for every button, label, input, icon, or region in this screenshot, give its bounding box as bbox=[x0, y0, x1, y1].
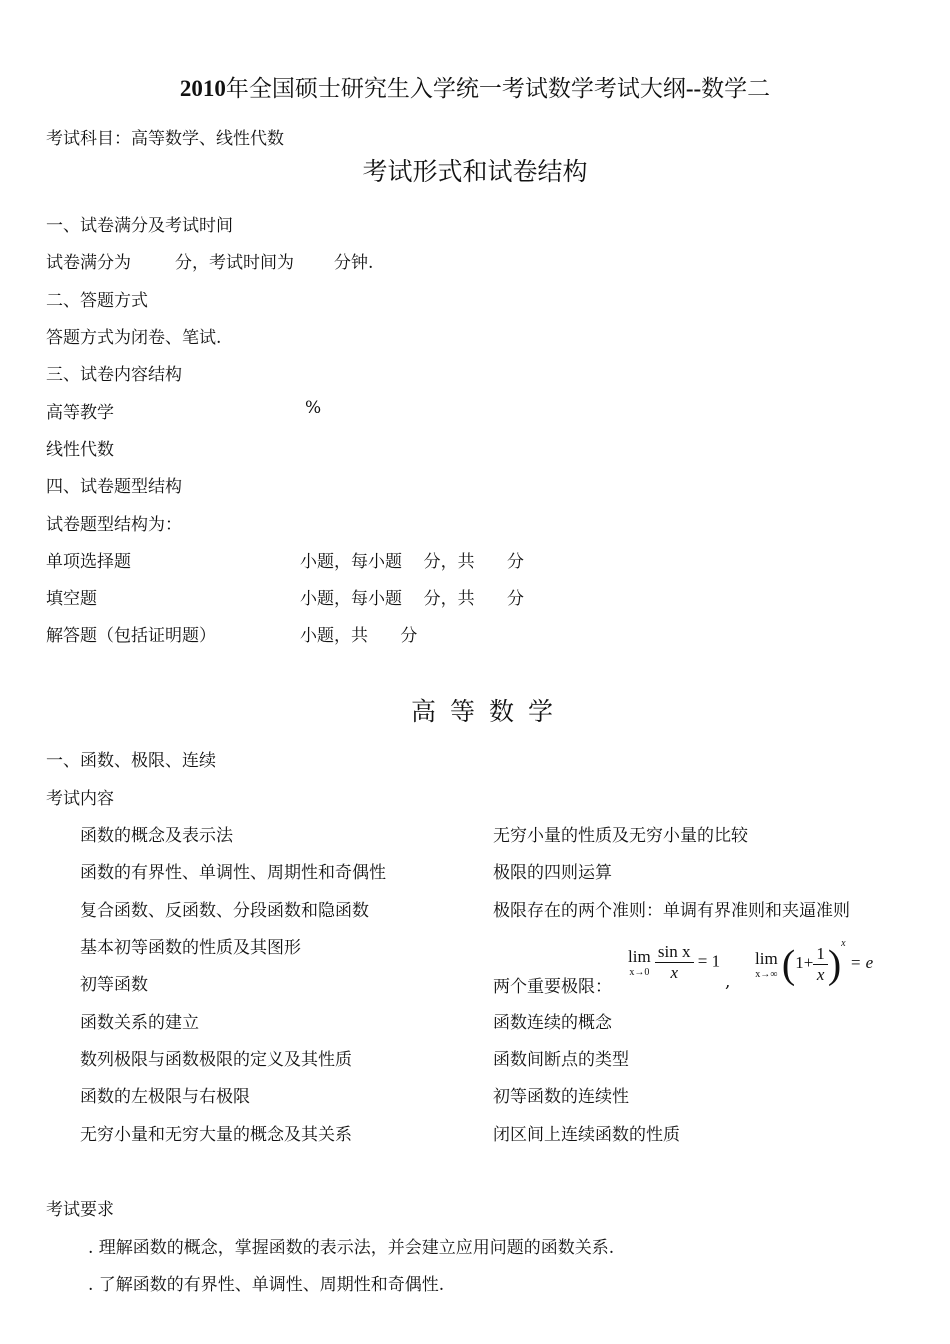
exam-content-heading: 考试内容 bbox=[46, 789, 114, 809]
fraction-denominator: x bbox=[813, 964, 828, 985]
percent-sign: % bbox=[305, 398, 322, 418]
content-item: 无穷小量的性质及无穷小量的比较 bbox=[493, 826, 748, 846]
content-item: 基本初等函数的性质及其图形 bbox=[80, 938, 301, 958]
requirement-item: . 理解函数的概念，掌握函数的表示法，并会建立应用问题的函数关系. bbox=[88, 1238, 615, 1258]
content-calculus: 高等教学 bbox=[46, 403, 114, 423]
question-type-name: 解答题（包括证明题） bbox=[46, 626, 216, 646]
content-item: 函数的概念及表示法 bbox=[80, 826, 233, 846]
content-item: 函数的左极限与右极限 bbox=[80, 1087, 250, 1107]
content-item: 初等函数 bbox=[80, 975, 148, 995]
section-1-heading: 一、试卷满分及考试时间 bbox=[46, 216, 233, 236]
title-tail: 数学二 bbox=[701, 76, 771, 102]
fraction-denominator: x bbox=[655, 962, 694, 983]
content-linear-algebra: 线性代数 bbox=[46, 440, 114, 460]
page-title bbox=[0, 70, 950, 103]
title-year: 2010 bbox=[179, 76, 226, 101]
question-type-name: 单项选择题 bbox=[46, 552, 131, 572]
question-types-intro: 试卷题型结构为： bbox=[46, 515, 182, 535]
content-item: 极限的四则运算 bbox=[493, 863, 612, 883]
content-item: 函数连续的概念 bbox=[493, 1013, 612, 1033]
content-item: 极限存在的两个准则：单调有界准则和夹逼准则 bbox=[493, 901, 850, 921]
question-type-spec: 小题，共 分 bbox=[300, 626, 418, 646]
content-item: 两个重要极限： bbox=[493, 977, 612, 997]
limit-result: = 1 bbox=[697, 951, 721, 971]
exam-requirements-heading: 考试要求 bbox=[46, 1200, 114, 1220]
content-item: 函数关系的建立 bbox=[80, 1013, 199, 1033]
content-item: 复合函数、反函数、分段函数和隐函数 bbox=[80, 901, 369, 921]
score-label: 试卷满分为 bbox=[46, 253, 131, 273]
section-title-calculus: 高等数学 bbox=[410, 697, 567, 726]
section-3-heading: 三、试卷内容结构 bbox=[46, 365, 182, 385]
title-main: 年全国硕士研究生入学统一考试数学考试大纲 bbox=[225, 76, 686, 102]
lim-subscript: x→0 bbox=[629, 967, 650, 978]
fraction-numerator: sin x bbox=[657, 942, 691, 961]
content-item: 初等函数的连续性 bbox=[493, 1087, 629, 1107]
minutes-label: 分钟. bbox=[334, 253, 374, 273]
score-time-line bbox=[46, 248, 373, 273]
lim-subscript: x→∞ bbox=[755, 968, 778, 980]
content-item: 函数间断点的类型 bbox=[493, 1050, 629, 1070]
fraction-numerator: 1 bbox=[816, 943, 825, 963]
limit-formula-1 bbox=[628, 942, 720, 983]
exam-subjects: 考试科目：高等数学、线性代数 bbox=[46, 129, 284, 149]
section-2-heading: 二、答题方式 bbox=[46, 291, 148, 311]
time-label: 分，考试时间为 bbox=[175, 253, 294, 273]
section-4-heading: 四、试卷题型结构 bbox=[46, 477, 182, 497]
lim-operator: lim bbox=[755, 948, 778, 968]
section-title-form: 考试形式和试卷结构 bbox=[362, 157, 588, 186]
limit-base: 1+ bbox=[795, 953, 814, 972]
limit-exponent: x bbox=[841, 938, 846, 949]
limit-formula-2: lim x→∞ (1+ $\frac{1}{x}$ )$^x$ = e bbox=[755, 938, 874, 987]
answer-mode: 答题方式为闭卷、笔试. bbox=[46, 328, 222, 348]
limit-separator: , bbox=[725, 972, 731, 992]
content-item: 数列极限与函数极限的定义及其性质 bbox=[80, 1050, 352, 1070]
limit-result: = e bbox=[849, 953, 874, 972]
content-item: 闭区间上连续函数的性质 bbox=[493, 1125, 680, 1145]
title-dash: -- bbox=[685, 76, 702, 101]
question-type-spec: 小题，每小题 分，共 分 bbox=[300, 552, 525, 572]
requirement-item: . 了解函数的有界性、单调性、周期性和奇偶性. bbox=[88, 1275, 445, 1295]
lim-operator: lim bbox=[628, 947, 651, 966]
content-item: 函数的有界性、单调性、周期性和奇偶性 bbox=[80, 863, 386, 883]
content-item: 无穷小量和无穷大量的概念及其关系 bbox=[80, 1125, 352, 1145]
chapter-1-heading: 一、函数、极限、连续 bbox=[46, 751, 216, 771]
question-type-spec: 小题，每小题 分，共 分 bbox=[300, 589, 525, 609]
question-type-name: 填空题 bbox=[46, 589, 97, 609]
